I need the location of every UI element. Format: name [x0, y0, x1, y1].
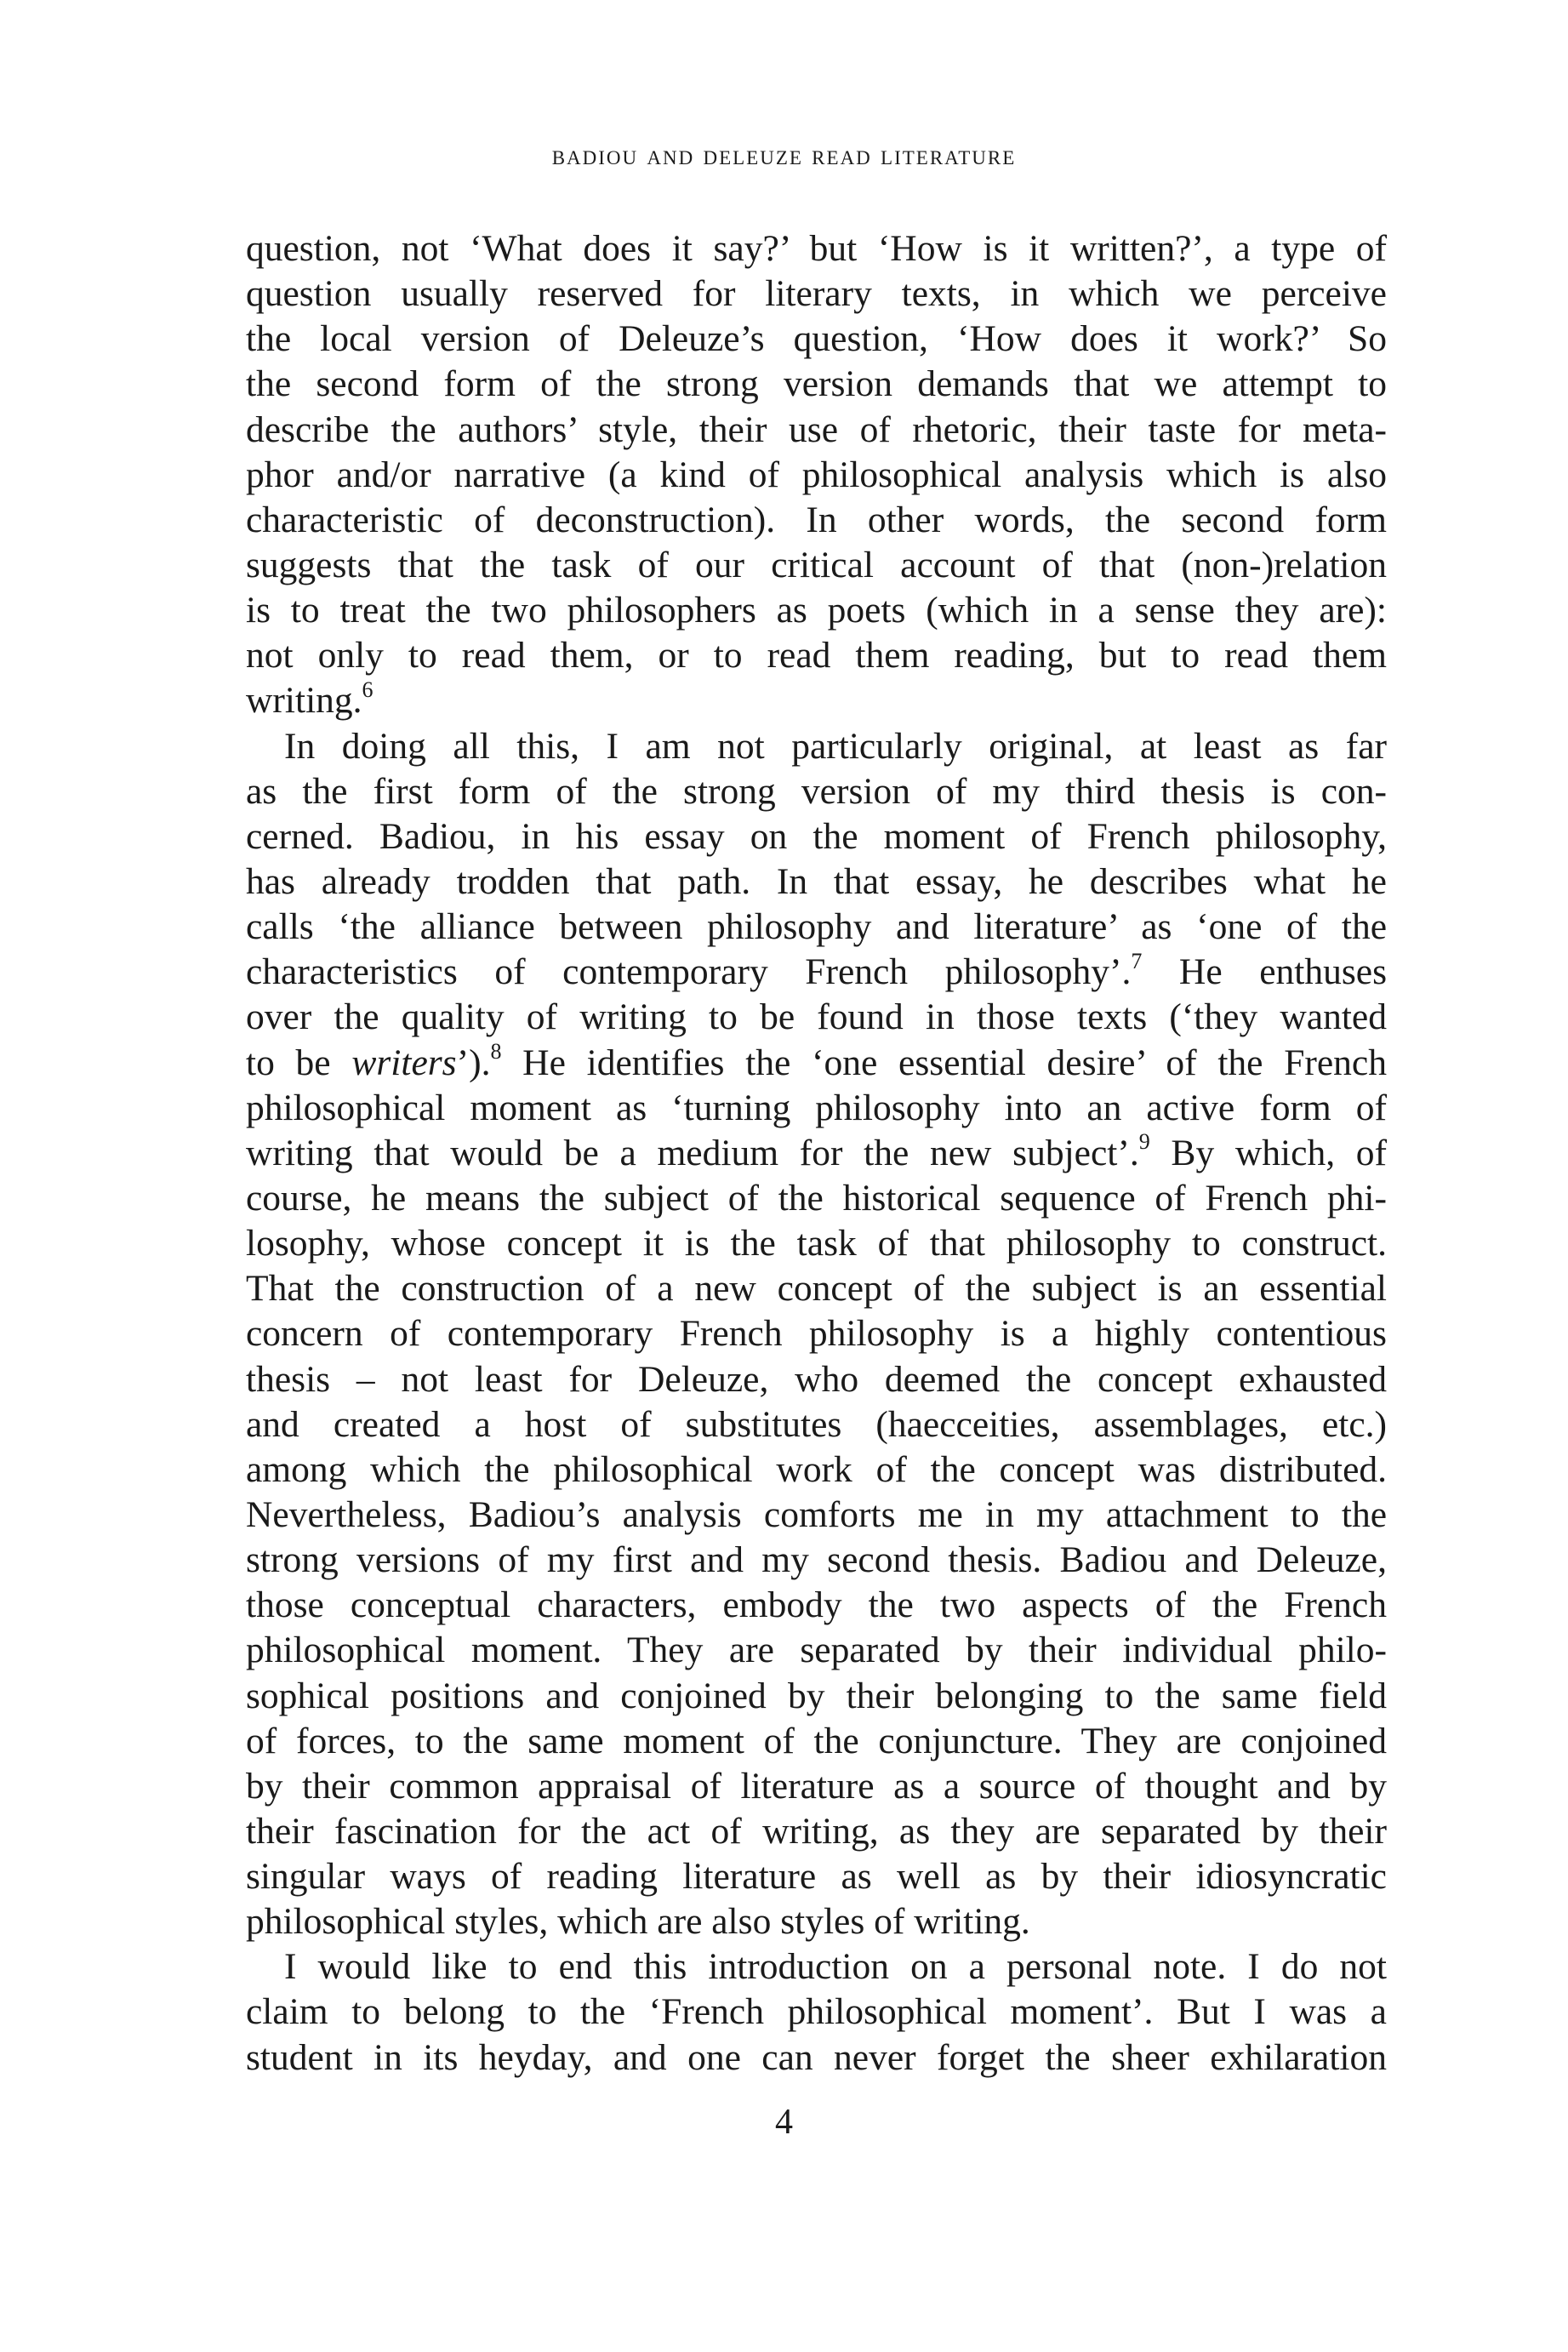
page-number: 4 [775, 2103, 793, 2142]
text-line: phor and/or narrative (a kind of philosophical analysis which is also [246, 454, 1387, 495]
text-line: claim to belong to the ‘French philosophical moment’. But I was a [246, 1991, 1387, 2033]
text-line [246, 678, 1387, 723]
text-line: thesis – not least for Deleuze, who deemed the concept exhausted [246, 1358, 1387, 1400]
text-line: the local version of Deleuze’s question, ‘How does it work?’ So [246, 318, 1387, 360]
text-line: those conceptual characters, embody the two aspects of the French [246, 1584, 1387, 1626]
text-line: as the first form of the strong version of my third thesis is con- [246, 770, 1387, 812]
text-line: philosophical moment. They are separated by their individual philo- [246, 1630, 1387, 1671]
text-fragment: characteristics of contemporary French philosophy’. [246, 951, 1132, 993]
running-head: badiou and deleuze read literature [551, 140, 1017, 171]
emphasis: writers [351, 1042, 457, 1083]
text-line: philosophical styles, which are also styles of writing. [246, 1901, 1030, 1943]
text-line: describe the authors’ style, their use of rhetoric, their taste for meta- [246, 408, 1387, 450]
text-line: is to treat the two philosophers as poets (which in a sense they are): [246, 590, 1387, 631]
text-fragment: He identifies the ‘one essential desire’ of the French [501, 1042, 1387, 1083]
paragraph-1 [246, 226, 1387, 724]
paragraph-3 [246, 1944, 1387, 2080]
text-line: and created a host of substitutes (haecceities, assemblages, etc.) [246, 1403, 1387, 1445]
text-line: by their common appraisal of literature as a source of thought and by [246, 1765, 1387, 1807]
text-line: of forces, to the same moment of the conjuncture. They are conjoined [246, 1720, 1387, 1761]
text-fragment: writing. [246, 680, 362, 722]
footnote-ref[interactable]: 6 [362, 676, 373, 702]
paragraph-2 [246, 724, 1387, 1945]
text-line: calls ‘the alliance between philosophy and literature’ as ‘one of the [246, 906, 1387, 948]
text-fragment: ’). [456, 1042, 491, 1083]
text-line: concern of contemporary French philosophy is a highly contentious [246, 1313, 1387, 1355]
text-line [246, 1131, 1387, 1176]
text-line: strong versions of my first and my second thesis. Badiou and Deleuze, [246, 1539, 1387, 1581]
text-line: singular ways of reading literature as well as by their idiosyncratic [246, 1856, 1387, 1898]
body-text [246, 226, 1387, 2081]
text-line: sophical positions and conjoined by their belonging to the same field [246, 1675, 1387, 1716]
text-line: course, he means the subject of the historical sequence of French phi- [246, 1177, 1387, 1219]
text-line: suggests that the task of our critical account of that (non-)relation [246, 544, 1387, 585]
text-line: I would like to end this introduction on a personal note. I do not [284, 1946, 1387, 1988]
text-fragment: writing that would be a medium for the new subject’. [246, 1132, 1139, 1173]
text-line: their fascination for the act of writing, as they are separated by their [246, 1810, 1387, 1852]
text-line: among which the philosophical work of the concept was distributed. [246, 1448, 1387, 1490]
text-line: philosophical moment as ‘turning philosophy into an active form of [246, 1087, 1387, 1128]
text-line: over the quality of writing to be found in those texts (‘they wanted [246, 996, 1387, 1038]
text-line: characteristic of deconstruction). In other words, the second form [246, 499, 1387, 540]
footnote-ref[interactable]: 9 [1138, 1129, 1150, 1155]
footnote-ref[interactable]: 8 [490, 1039, 502, 1065]
text-fragment: He enthuses [1142, 951, 1388, 993]
text-line: In doing all this, I am not particularly original, at least as far [284, 725, 1387, 767]
text-line: losophy, whose concept it is the task of that philosophy to construct. [246, 1223, 1387, 1264]
text-line: question, not ‘What does it say?’ but ‘How is it written?’, a type of [246, 228, 1387, 269]
text-line: question usually reserved for literary texts, in which we perceive [246, 273, 1387, 315]
text-line: the second form of the strong version demands that we attempt to [246, 363, 1387, 405]
text-fragment: to be [246, 1042, 352, 1083]
text-line: cerned. Badiou, in his essay on the moment of French philosophy, [246, 815, 1387, 857]
text-line: has already trodden that path. In that essay, he describes what he [246, 860, 1387, 902]
text-fragment: By which, of [1149, 1132, 1387, 1173]
text-line: That the construction of a new concept of the subject is an essential [246, 1268, 1387, 1310]
text-line [246, 950, 1387, 995]
text-line [246, 1041, 1387, 1086]
footnote-ref[interactable]: 7 [1131, 948, 1143, 973]
text-line: Nevertheless, Badiou’s analysis comforts me in my attachment to the [246, 1493, 1387, 1535]
text-line: not only to read them, or to read them reading, but to read them [246, 635, 1387, 676]
text-line: student in its heyday, and one can never forget the sheer exhilaration [246, 2036, 1387, 2078]
